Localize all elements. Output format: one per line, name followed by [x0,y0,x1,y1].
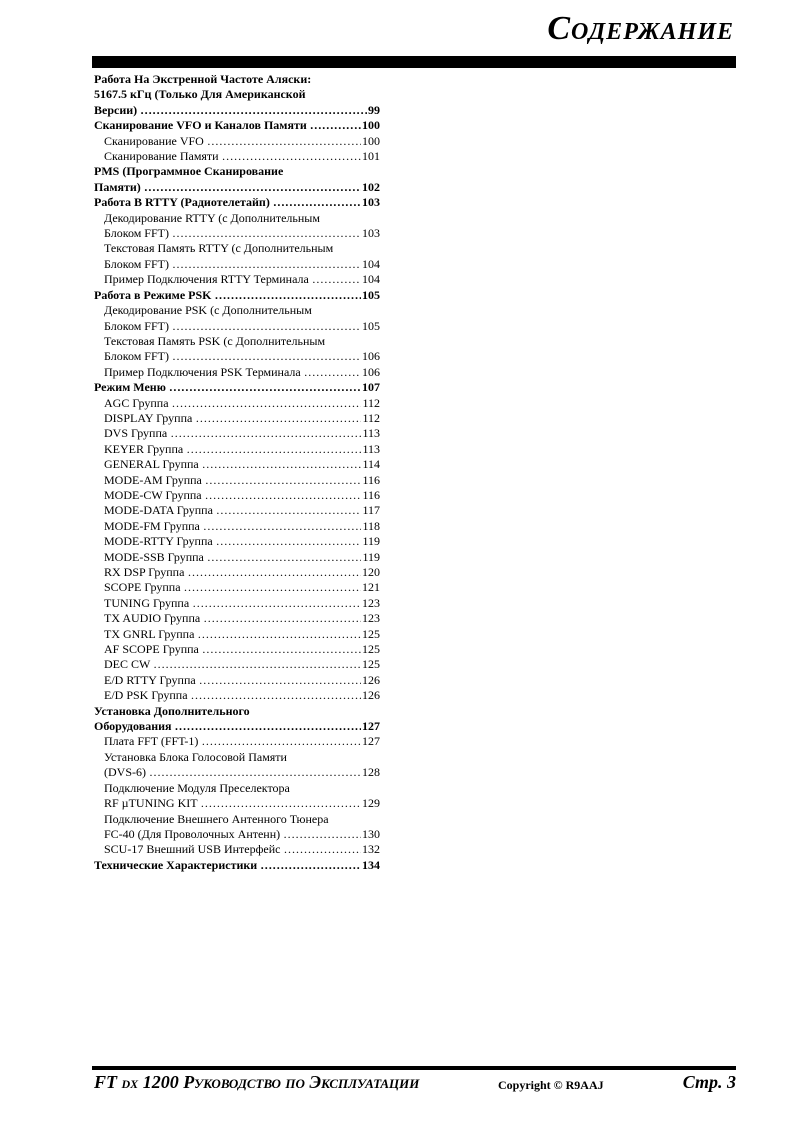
toc-entry-title: Блоком FFT) …………………………………………………………………………………… [104,349,361,364]
toc-entry-title: GENERAL Группа …………………………………………………………………………………… [104,457,361,472]
toc-entry-title: Сканирование VFO …………………………………………………………………………………… [104,134,361,149]
toc-entry-page: 102 [362,179,380,194]
toc-entry-title: (DVS-6) …………………………………………………………………………………… [104,765,361,780]
toc-entry[interactable] [94,827,380,842]
toc-entry-title: DVS Группа …………………………………………………………………………………… [104,426,361,441]
toc-entry-title: Блоком FFT) …………………………………………………………………………………… [104,226,361,241]
toc-entry[interactable] [94,473,380,488]
toc-entry-line: Декодирование PSK (с Дополнительным [104,303,312,318]
toc-entry[interactable] [94,396,380,411]
toc-entry-page: 106 [362,349,380,364]
toc-entry-page: 101 [362,149,380,164]
page-title: Содержание [547,10,734,47]
table-of-contents [94,72,380,873]
toc-entry-page: 128 [362,765,380,780]
toc-entry-page: 103 [362,226,380,241]
toc-entry-page: 117 [362,503,380,518]
toc-entry[interactable] [94,349,380,364]
toc-entry-title: DISPLAY Группа …………………………………………………………………………………… [104,411,361,426]
toc-entry-page: 114 [362,457,380,472]
toc-entry-page: 118 [362,518,380,533]
toc-entry-page: 105 [362,318,380,333]
toc-entry[interactable] [94,457,380,472]
toc-entry-page: 119 [362,534,380,549]
toc-entry-title: AGC Группа …………………………………………………………………………………… [104,396,361,411]
toc-entry-page: 116 [362,472,380,487]
toc-entry-line: Подключение Модуля Преселектора [104,780,290,795]
toc-entry[interactable] [94,519,380,534]
footer-page-number: Стр. 3 [682,1072,736,1092]
toc-entry[interactable] [94,149,380,164]
footer-manual-title [94,1072,419,1093]
toc-entry-title: KEYER Группа …………………………………………………………………………………… [104,442,361,457]
footer-model: FT [94,1072,118,1092]
toc-entry-line: 5167.5 кГц (Только Для Американской [94,87,306,102]
toc-entry-title: TX GNRL Группа …………………………………………………………………………………… [104,627,361,642]
toc-entry-page: 125 [362,657,380,672]
toc-entry-page: 112 [362,410,380,425]
toc-entry[interactable] [94,688,380,703]
toc-entry-title: TUNING Группа …………………………………………………………………………………… [104,596,361,611]
footer-dx: DX [121,1077,139,1091]
toc-entry[interactable] [94,627,380,642]
toc-entry[interactable] [94,134,380,149]
toc-entry-page: 106 [362,364,380,379]
toc-entry-title: MODE-SSB Группа …………………………………………………………………………………… [104,550,361,565]
toc-entry[interactable] [94,673,380,688]
toc-entry-title: Пример Подключения RTTY Терминала …………………………………………………………………………………… [104,272,361,287]
toc-entry[interactable] [94,796,380,811]
toc-entry-line: Текстовая Память PSK (с Дополнительным [104,333,326,348]
toc-entry-page: 113 [362,426,380,441]
toc-entry-page: 120 [362,565,380,579]
toc-entry[interactable] [94,534,380,549]
toc-entry-page: 130 [362,826,380,841]
footer-manual: Руководство по Эксплуатации [183,1072,420,1092]
toc-entry[interactable] [94,488,380,503]
toc-entry-title: RX DSP Группа …………………………………………………………………………………… [104,565,361,580]
toc-entry-title: Работа в Режиме PSK …………………………………………………………………………………… [94,288,361,303]
toc-entry-title: Работа В RTTY (Радиотелетайп) …………………………………………………………………………………… [94,195,361,210]
toc-entry-page: 100 [362,118,380,133]
toc-entry-title: TX AUDIO Группа …………………………………………………………………………………… [104,611,361,626]
toc-entry[interactable] [94,565,380,580]
toc-entry-title: Блоком FFT) …………………………………………………………………………………… [104,257,361,272]
toc-entry-page: 100 [362,133,380,148]
toc-entry[interactable] [94,719,380,734]
toc-entry[interactable] [94,580,380,595]
toc-entry-title: Сканирование VFO и Каналов Памяти …………………………………………………………………………………… [94,118,361,133]
toc-entry-title: Оборудования …………………………………………………………………………………… [94,719,361,734]
toc-entry-title: MODE-AM Группа …………………………………………………………………………………… [104,473,361,488]
toc-entry-page: 112 [362,395,380,410]
toc-entry[interactable] [94,550,380,565]
toc-entry[interactable] [94,596,380,611]
toc-entry-page: 103 [362,195,380,210]
footer-rule [92,1066,736,1070]
toc-entry-line: Установка Дополнительного [94,703,250,718]
footer-copyright: Copyright © R9AAJ [498,1078,604,1092]
toc-entry-page: 116 [362,487,380,502]
toc-entry-page: 129 [362,796,380,811]
toc-entry-title: Плата FFT (FFT-1) …………………………………………………………………………………… [104,734,361,749]
toc-entry[interactable] [94,411,380,426]
toc-entry-title: RF µTUNING KIT …………………………………………………………………………………… [104,796,361,811]
toc-entry-page: 125 [362,642,380,657]
toc-entry-title: SCOPE Группа …………………………………………………………………………………… [104,580,361,595]
toc-entry[interactable] [94,319,380,334]
toc-entry[interactable] [94,380,380,395]
toc-entry[interactable] [94,442,380,457]
toc-entry-line: Декодирование RTTY (с Дополнительным [104,210,320,225]
toc-entry-page: 123 [362,611,380,626]
toc-entry-page: 127 [362,719,380,734]
toc-entry-title: Блоком FFT) …………………………………………………………………………………… [104,319,361,334]
toc-entry[interactable] [94,118,380,133]
toc-entry-title: Сканирование Памяти …………………………………………………………………………………… [104,149,361,164]
toc-entry[interactable] [94,257,380,272]
toc-entry-title: MODE-RTTY Группа …………………………………………………………………………………… [104,534,361,549]
toc-entry[interactable] [94,642,380,657]
toc-entry[interactable] [94,611,380,626]
toc-entry-line: PMS (Программное Сканирование [94,164,284,179]
toc-entry-title: MODE-CW Группа …………………………………………………………………………………… [104,488,361,503]
toc-entry[interactable] [94,272,380,287]
toc-entry[interactable] [94,734,380,749]
toc-entry-title: MODE-DATA Группа …………………………………………………………………………………… [104,503,361,518]
toc-entry-title: E/D PSK Группа …………………………………………………………………………………… [104,688,361,703]
toc-entry-line: Текстовая Память RTTY (с Дополнительным [104,241,334,256]
toc-entry[interactable] [94,180,380,195]
toc-entry-line: Работа На Экстренной Частоте Аляски: [94,72,312,86]
toc-entry-title: Пример Подключения PSK Терминала …………………………………………………………………………………… [104,365,361,380]
toc-entry[interactable] [94,765,380,780]
toc-entry-page: 104 [362,272,380,287]
toc-entry-title: MODE-FM Группа …………………………………………………………………………………… [104,519,361,534]
toc-entry-page: 99 [368,102,380,117]
toc-entry-page: 104 [362,256,380,271]
toc-entry[interactable] [94,842,380,857]
toc-entry[interactable] [94,426,380,441]
toc-entry[interactable] [94,195,380,210]
header-rule [92,56,736,68]
toc-entry-page: 125 [362,626,380,641]
toc-entry-title: Версии) …………………………………………………………………………………… [94,103,367,118]
footer-number: 1200 [142,1072,179,1092]
toc-entry-title: FC-40 (Для Проволочных Антенн) …………………………………………………………………………………… [104,827,361,842]
toc-entry[interactable] [94,226,380,241]
toc-entry[interactable] [94,365,380,380]
toc-entry-page: 121 [362,580,380,595]
toc-entry-page: 113 [362,441,380,456]
toc-entry-title: AF SCOPE Группа …………………………………………………………………………………… [104,642,361,657]
toc-entry-line: Подключение Внешнего Антенного Тюнера [104,811,329,826]
toc-entry[interactable] [94,657,380,672]
toc-entry-title: Технические Характеристики …………………………………………………………………………………… [94,858,361,873]
toc-entry[interactable] [94,288,380,303]
toc-entry-page: 134 [362,857,380,872]
toc-entry-line: Установка Блока Голосовой Памяти [104,749,287,764]
toc-entry-title: DEC CW …………………………………………………………………………………… [104,657,361,672]
toc-entry-page: 119 [362,549,380,564]
toc-entry-title: Памяти) …………………………………………………………………………………… [94,180,361,195]
toc-entry-page: 126 [362,688,380,703]
toc-entry-page: 127 [362,734,380,749]
toc-entry-title: SCU-17 Внешний USB Интерфейс …………………………………………………………………………………… [104,842,361,857]
toc-entry-page: 132 [362,842,380,857]
toc-entry[interactable] [94,503,380,518]
toc-entry-title: E/D RTTY Группа …………………………………………………………………………………… [104,673,361,688]
toc-entry-page: 107 [362,380,380,395]
toc-entry-page: 123 [362,595,380,610]
toc-entry[interactable] [94,103,380,118]
toc-entry[interactable] [94,858,380,873]
toc-entry-page: 105 [362,287,380,302]
toc-entry-page: 126 [362,672,380,687]
toc-entry-title: Режим Меню …………………………………………………………………………………… [94,380,361,395]
